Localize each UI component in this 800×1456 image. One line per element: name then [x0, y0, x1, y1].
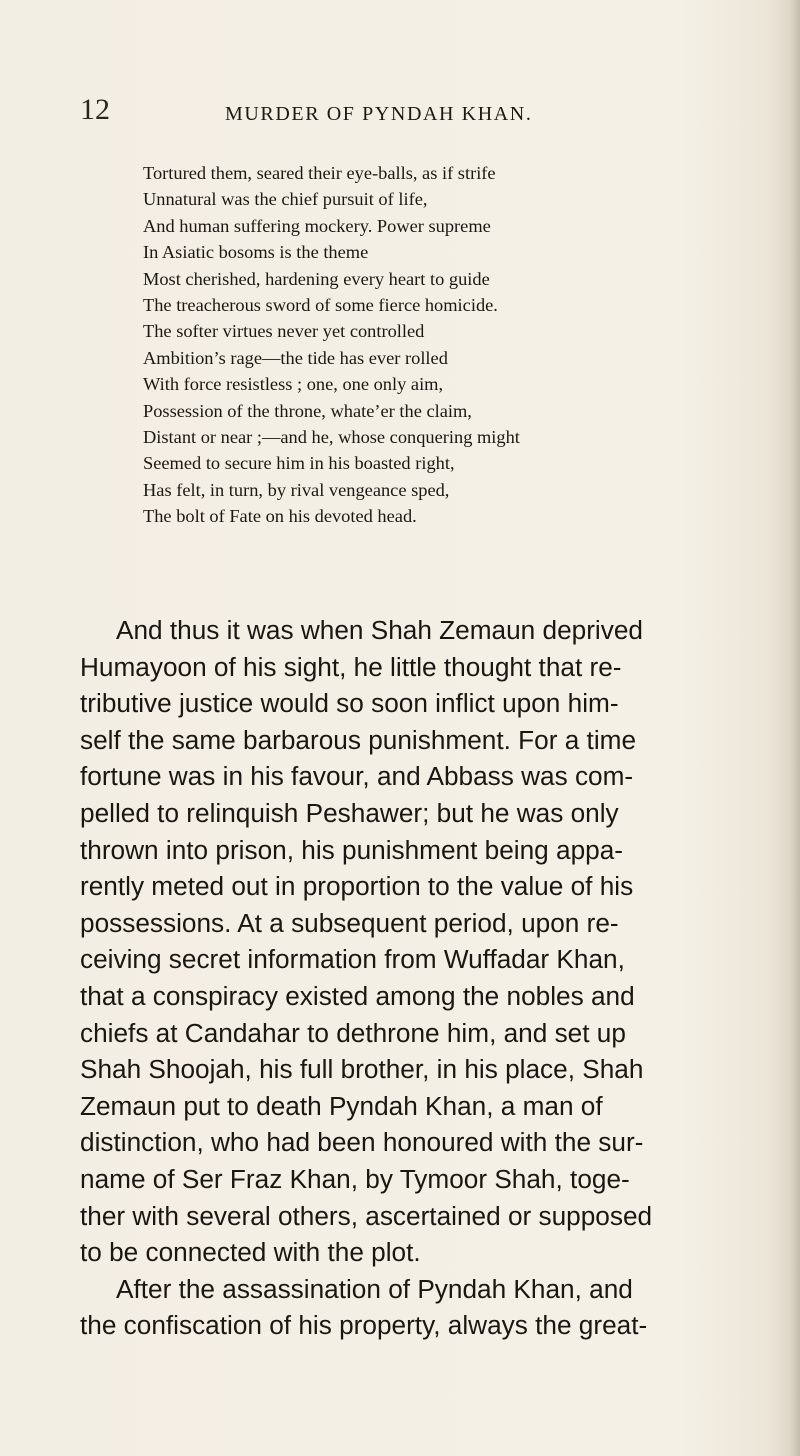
prose-line: fortune was in his favour, and Abbass was com- [80, 761, 634, 792]
verse-line: With force resistless ; one, one only aim, [143, 374, 444, 395]
page-header [80, 95, 720, 135]
prose-line: Humayoon of his sight, he little thought that re- [80, 651, 622, 682]
verse-line: Tortured them, seared their eye-balls, as if strife [143, 163, 496, 183]
prose-line: thrown into prison, his punishment being appa- [80, 834, 623, 865]
prose-line: ther with several others, ascertained or supposed [80, 1200, 653, 1231]
prose-line: Zemaun put to death Pyndah Khan, a man of [80, 1090, 603, 1121]
verse-line: Ambition’s rage—the tide has ever rolled [143, 347, 448, 368]
prose-line: that a conspiracy existed among the nobles and [80, 980, 635, 1011]
prose-line: the confiscation of his property, always the great- [80, 1310, 648, 1341]
verse-line: Distant or near ;—and he, whose conquering might [143, 427, 520, 448]
prose-line: to be connected with the plot. [80, 1237, 421, 1268]
verse-line: The bolt of Fate on his devoted head. [143, 506, 417, 527]
prose-line: And thus it was when Shah Zemaun deprived [116, 615, 643, 645]
running-head: MURDER OF PYNDAH KHAN. [225, 103, 533, 125]
verse-line: And human suffering mockery. Power supreme [143, 215, 491, 236]
verse-line: The treacherous sword of some fierce homicide. [143, 295, 498, 316]
prose-line: chiefs at Candahar to dethrone him, and set up [80, 1017, 626, 1048]
prose-line: After the assassination of Pyndah Khan, and [116, 1273, 633, 1304]
page-edge-shadow [790, 0, 800, 1456]
verse-line: Unnatural was the chief pursuit of life, [143, 189, 428, 210]
verse-line: Possession of the throne, whate’er the claim, [143, 400, 472, 421]
verse-line: In Asiatic bosoms is the theme [143, 242, 369, 263]
prose-line: rently meted out in proportion to the value of his [80, 871, 634, 902]
prose-line: tributive justice would so soon inflict upon him- [80, 688, 619, 719]
verse-block [143, 160, 703, 530]
verse-line: Seemed to secure him in his boasted right, [143, 453, 455, 474]
prose-line: pelled to relinquish Peshawer; but he was only [80, 797, 619, 828]
prose-line: Shah Shoojah, his full brother, in his place, Shah [80, 1054, 644, 1085]
verse-line: Most cherished, hardening every heart to guide [143, 268, 490, 289]
prose-line: ceiving secret information from Wuffadar Khan, [80, 944, 625, 975]
prose-line: possessions. At a subsequent period, upon re- [80, 907, 619, 938]
verse-line: Has felt, in turn, by rival vengeance sped, [143, 479, 450, 500]
page-number: 12 [80, 93, 110, 126]
verse-line: The softer virtues never yet controlled [143, 321, 425, 342]
prose-line: name of Ser Fraz Khan, by Tymoor Shah, toge- [80, 1163, 630, 1194]
prose-line: distinction, who had been honoured with the sur- [80, 1127, 644, 1158]
body-text [80, 612, 740, 1344]
prose-line: self the same barbarous punishment. For a time [80, 724, 637, 755]
